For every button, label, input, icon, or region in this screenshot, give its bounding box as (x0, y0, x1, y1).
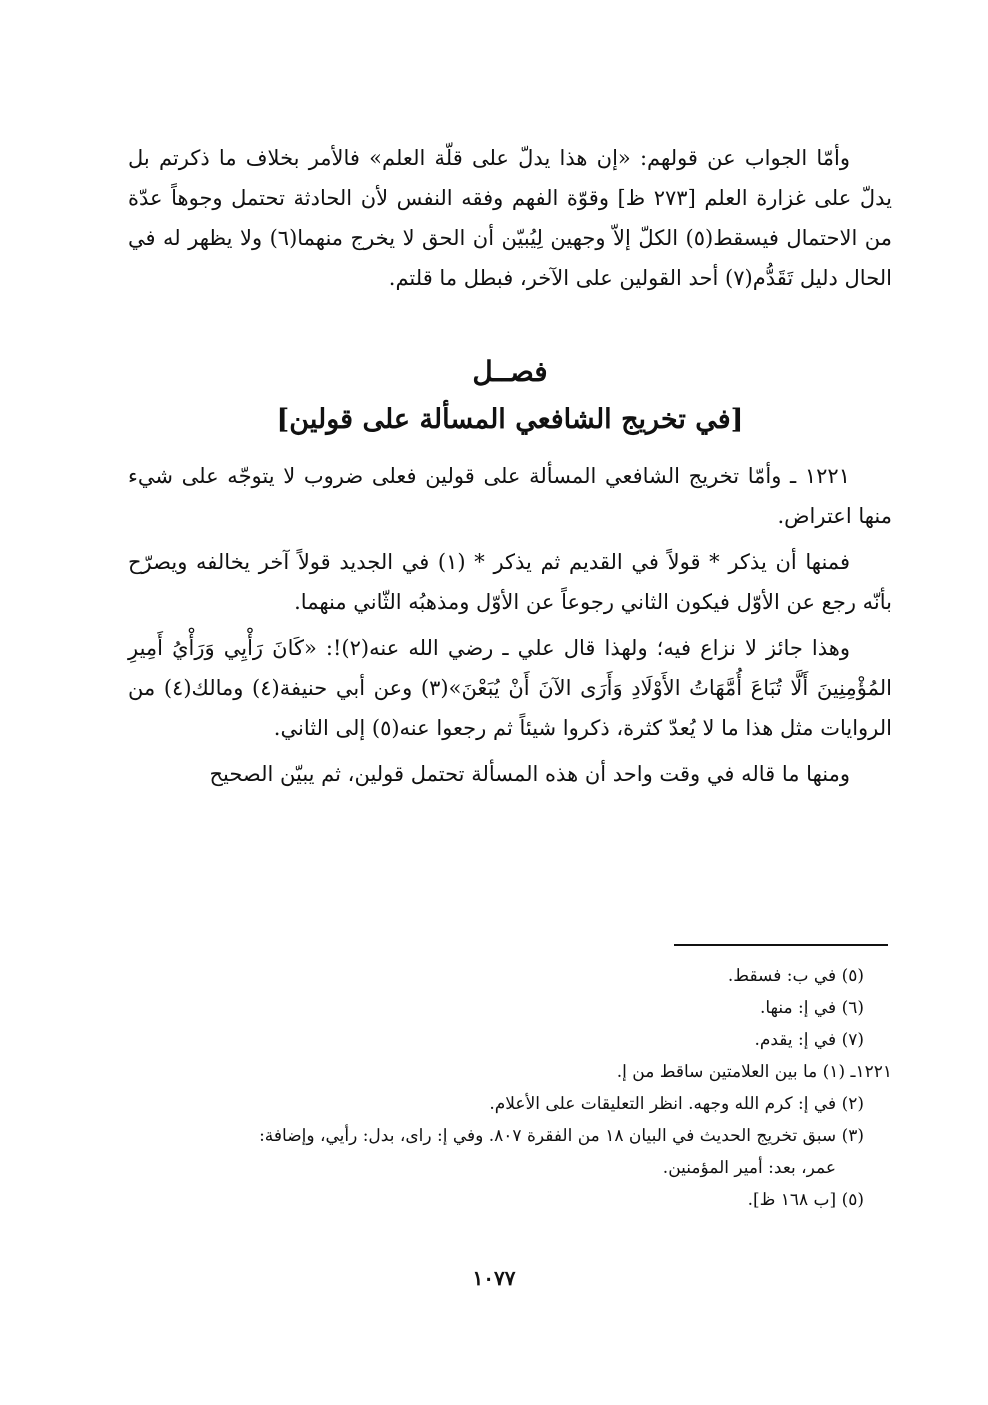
paragraph-1221: ١٢٢١ ـ وأمّا تخريج الشافعي المسألة على قولين فعلى ضروب لا يتوجّه على شيء منها اعتراض. (128, 464, 892, 528)
footnote-separator (674, 944, 888, 946)
footnote-item: ١٢٢١ـ (١) ما بين العلامتين ساقط من إ. (616, 1062, 892, 1082)
section-subtitle: [في تخريج الشافعي المسألة على قولين] (276, 404, 744, 435)
footnote-item: (٧) في إ: يقدم. (754, 1030, 864, 1050)
footnote-item: (٥) في ب: فسقط. (727, 966, 864, 986)
intro-paragraph: وأمّا الجواب عن قولهم: «إن هذا يدلّ على قلّة العلم» فالأمر بخلاف ما ذكرتم بل يدلّ على غزارة العلم [٢٧٣ ظ] وقوّة الفهم وفقه النفس لأن الحادثة تحتمل وجوهاً عدّة من الاحتمال فيسقط(٥) الكلّ إلاّ وجهين لِيُبيّن أن الحق لا يخرج منهما(٦) ولا يظهر له في الحال دليل تَقَدُّم(٧) أحد القولين على الآخر، فبطل ما قلتم. (128, 146, 892, 290)
intro-paragraph-block (128, 138, 892, 298)
footnote-item: (٣) سبق تخريج الحديث في البيان ١٨ من الفقرة ٨٠٧. وفي إ: راى، بدل: رأيي، وإضافة: (259, 1126, 864, 1146)
section-title: فصــل (472, 355, 548, 388)
footnote-item: (٢) في إ: كرم الله وجهه. انظر التعليقات على الأعلام. (489, 1094, 864, 1114)
paragraph-old-new-opinion: فمنها أن يذكر * قولاً في القديم ثم يذكر * (١) في الجديد قولاً آخر يخالفه ويصرّح بأنّه رجع عن الأوّل فيكون الثاني رجوعاً عن الأوّل ومذهبُه الثّاني منهما. (128, 550, 892, 614)
paragraph-same-time: ومنها ما قاله في وقت واحد أن هذه المسألة تحتمل قولين، ثم يبيّن الصحيح (209, 762, 850, 786)
main-paragraphs-block (128, 456, 892, 794)
footnote-item: (٦) في إ: منها. (759, 998, 864, 1018)
footnotes (100, 960, 892, 1216)
paragraph-ali-saying: وهذا جائز لا نزاع فيه؛ ولهذا قال علي ـ رضي الله عنه(٢)!: «كَانَ رَأْيِي وَرَأْيُ أَمِيرِ المُؤْمِنِينَ أَلَّا تُبَاعَ أُمَّهَاتُ الأَوْلَادِ وَأَرَى الآنَ أَنْ يُبَعْنَ»(٣) وعن أبي حنيفة(٤) ومالك(٤) من الروايات مثل هذا ما لا يُعدّ كثرة، ذكروا شيئاً ثم رجعوا عنه(٥) إلى الثاني. (128, 636, 892, 740)
footnote-item: (٥) [ب ١٦٨ ظ]. (747, 1190, 864, 1210)
footnote-continuation: عمر، بعد: أمير المؤمنين. (662, 1158, 836, 1178)
page-number: ١٠٧٧ (472, 1266, 516, 1290)
